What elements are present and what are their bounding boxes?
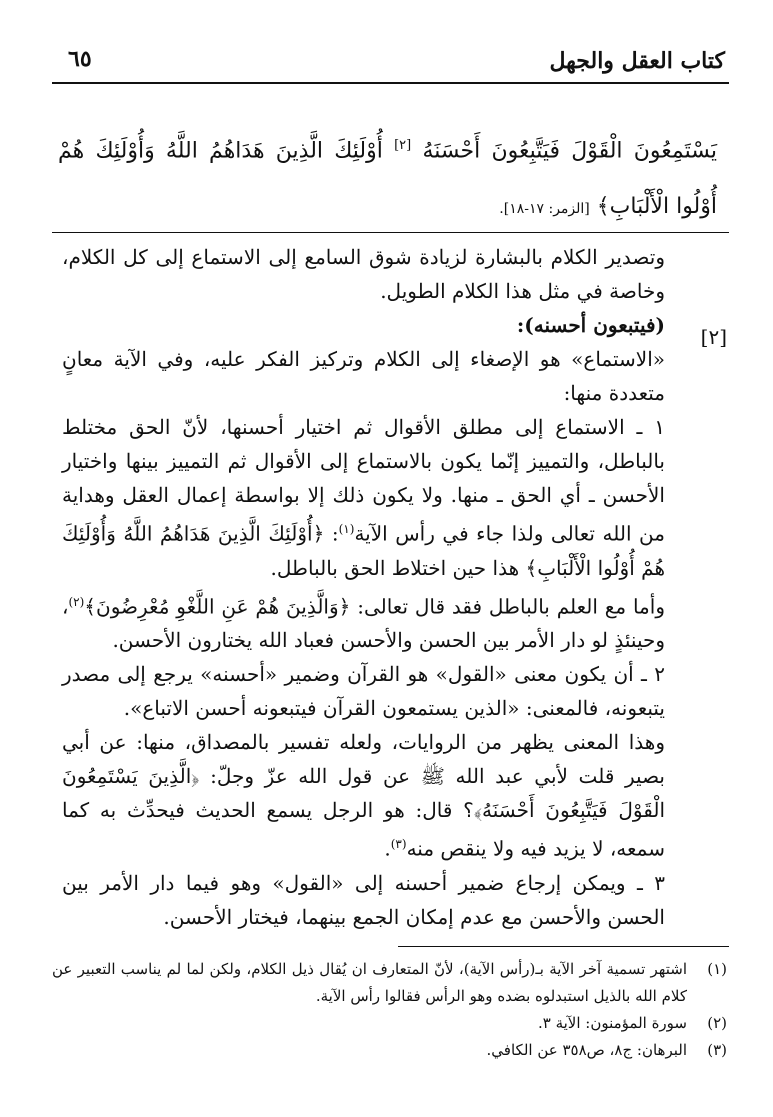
quran-verse [58,118,717,237]
footnote-text: اشتهر تسمية آخر الآية بـ(رأس الآية)، لأنّ المتعارف ان يُقال ذيل الكلام، ولكن لما لم يناسب التعبير عن كلام الله بالذيل استبدلوه بضده وهو الرأس فقالوا رأس الآية. [52,960,687,1005]
meaning-1-text-cont: : ﴿أُوْلَئِكَ الَّذِينَ هَدَاهُمُ اللَّهُ وَأُوْلَئِكَ هُمْ أُوْلُوا الْأَلْبَابِ﴾ هذا حين اختلاط الحق بالباطل. [62,521,665,580]
footnote-text: البرهان: ج٨، ص٣٥٨ عن الكافي. [486,1041,687,1059]
footnote-number: (١) [707,960,727,978]
paragraph-narration [62,725,665,866]
section-heading: (فيتبعون أحسنه): [516,313,665,337]
paragraph-listening: «الاستماع» هو الإصغاء إلى الكلام وتركيز الفكر عليه، وفي الآية معانٍ متعددة منها: [62,347,665,405]
knowledge-text: وأما مع العلم بالباطل فقد قال تعالى: ﴿وَالَّذِينَ هُمْ عَنِ اللَّغْوِ مُعْرِضُونَ﴾ [84,594,665,619]
chapter-title: كتاب العقل والجهل [549,48,725,74]
footnote-item [52,1010,727,1037]
paragraph-meaning-2: ٢ ـ أن يكون معنى «القول» هو القرآن وضمير «أحسنه» يرجع إلى مصدر يتبعونه، فالمعنى: «الذين يستمعون القرآن فيتبعونه أحسن الاتباع». [62,662,665,721]
paragraph-intro: وتصدير الكلام بالبشارة لزيادة شوق السامع إلى الاستماع إلى كل الكلام، وخاصة في مثل هذا الكلام الطويل. [62,245,665,303]
verse-rule [52,232,729,233]
footnote-number: (٣) [707,1041,727,1059]
knowledge-text-cont: ، وحينئذٍ لو دار الأمر بين الحسن والأحسن فعباد الله يختارون الأحسن. [62,594,665,653]
footnote-item [52,956,727,1010]
footnotes [52,956,727,1064]
narration-text: وهذا المعنى يظهر من الروايات، ولعله تفسير بالمصداق، منها: عن أبي بصير قلت لأبي عبد الله ﷺ عن قول الله عزّ وجلّ: ﴿الَّذِينَ يَسْتَمِعُونَ الْقَوْلَ فَيَتَّبِعُونَ أَحْسَنَهُ﴾؟ قال: هو الرجل يسمع الحديث فيحدِّث به كما سمعه، لا يزيد فيه ولا ينقص منه [62,730,665,861]
footnote-number: (٢) [707,1014,727,1032]
page-header [60,44,725,80]
paragraph-meaning-3: ٣ ـ ويمكن إرجاع ضمير أحسنه إلى «القول» وهو فيما دار الأمر بين الحسن والأحسن مع عدم إمكان الجمع بينهما، فيختار الأحسن. [62,870,665,929]
commentary-note-marker: [٢] [700,325,727,349]
verse-reference: [الزمر: ١٧-١٨]. [499,201,590,218]
verse-line-1b: أُوْلَئِكَ الَّذِينَ هَدَاهُمُ اللَّهُ وَأُوْلَئِكَ هُمْ أُوْلُوا [58,138,717,220]
narration-text-end: . [384,836,391,861]
footnote-ref-1: (١) [338,522,355,536]
verse-line-2: الْأَلْبَابِ﴾ [596,194,670,220]
page-number: ٦٥ [68,46,92,72]
verse-line-1: يَسْتَمِعُونَ الْقَوْلَ فَيَتَّبِعُونَ أَحْسَنَهُ [422,138,718,164]
commentary-body [62,240,665,934]
footnote-ref-2: (٢) [68,594,85,609]
footnote-ref-3: (٣) [390,837,407,852]
meaning-1-text: ١ ـ الاستماع إلى مطلق الأقوال ثم اختيار أحسنها، لأنّ الحق مختلط بالباطل، والتمييز إنّما يكون بالاستماع إلى الأقوال ثم التمييز بينها واختيار الأحسن ـ أي الحق ـ منها. ولا يكون ذلك إلا بواسطة إعمال العقل وهداية من الله تعالى ولذا جاء في رأس الآية [62,415,665,546]
footnote-rule [398,946,729,947]
footnote-text: سورة المؤمنون: الآية ٣. [537,1014,687,1032]
verse-note-marker: [٢] [394,138,412,153]
paragraph-meaning-1 [62,410,665,585]
footnote-item [52,1037,727,1064]
header-rule [52,82,729,84]
paragraph-with-knowledge [62,585,665,658]
